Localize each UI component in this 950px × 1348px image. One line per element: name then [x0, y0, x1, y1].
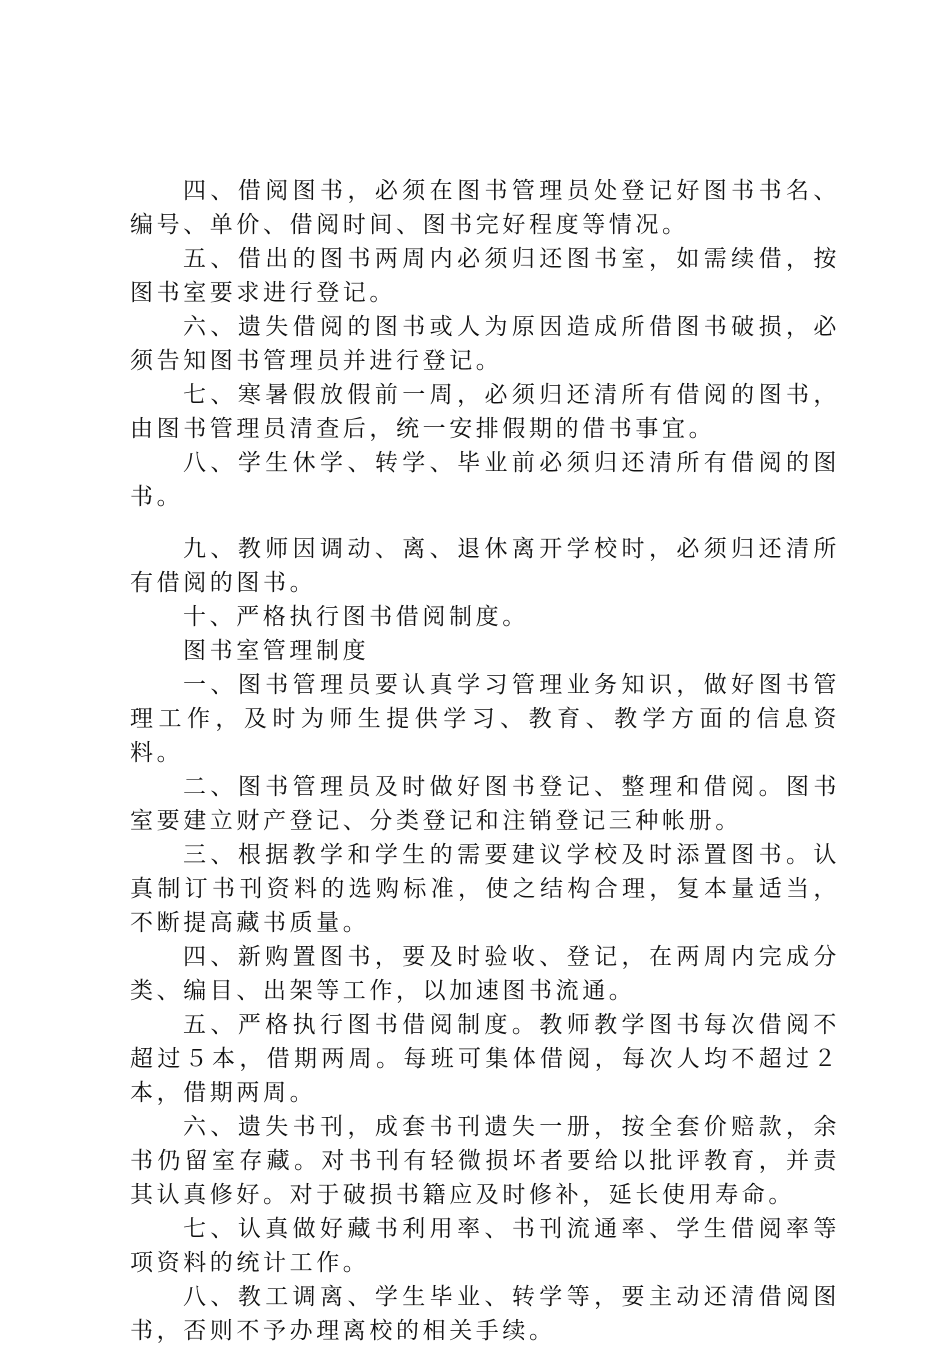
paragraph-librarian-study: 一、图书管理员要认真学习管理业务知识，做好图书管理工作，及时为师生提供学习、教育、教学方面的信息资料。	[130, 672, 840, 766]
paragraph-strict-borrowing: 十、严格执行图书借阅制度。	[183, 604, 529, 630]
paragraph-return-within-two-weeks: 五、借出的图书两周内必须归还图书室，如需续借，按图书室要求进行登记。	[130, 246, 840, 306]
paragraph-lost-books-compensation: 六、遗失书刊，成套书刊遗失一册，按全套价赔款，余书仍留室存藏。对书刊有轻微损坏者要给以批评教育，并责其认真修好。对于破损书籍应及时修补，延长使用寿命。	[130, 1114, 840, 1208]
paragraph-new-books-processing: 四、新购置图书，要及时验收、登记，在两周内完成分类、编目、出架等工作，以加速图书流通。	[130, 944, 840, 1004]
paragraph-purchase-suggestion: 三、根据教学和学生的需要建议学校及时添置图书。认真制订书刊资料的选购标准，使之结构合理，复本量适当，不断提高藏书质量。	[130, 842, 840, 936]
paragraph-teacher-leave-return: 九、教师因调动、离、退休离开学校时，必须归还清所有借阅的图书。	[130, 536, 840, 596]
paragraph-borrowing-limits: 五、严格执行图书借阅制度。教师教学图书每次借阅不超过５本，借期两周。每班可集体借阅，每次人均不超过２本，借期两周。	[130, 1012, 840, 1106]
document-page	[130, 174, 840, 1348]
paragraph-lost-or-damaged: 六、遗失借阅的图书或人为原因造成所借图书破损，必须告知图书管理员并进行登记。	[130, 314, 840, 374]
paragraph-holiday-return: 七、寒暑假放假前一周，必须归还清所有借阅的图书，由图书管理员清查后，统一安排假期的借书事宜。	[130, 382, 840, 442]
paragraph-registration-books: 二、图书管理员及时做好图书登记、整理和借阅。图书室要建立财产登记、分类登记和注销登记三种帐册。	[130, 774, 840, 834]
paragraph-leaving-procedures: 八、教工调离、学生毕业、转学等，要主动还清借阅图书，否则不予办理离校的相关手续。	[130, 1284, 840, 1344]
paragraph-student-leave-return: 八、学生休学、转学、毕业前必须归还清所有借阅的图书。	[130, 450, 840, 510]
paragraph-borrow-registration: 四、借阅图书，必须在图书管理员处登记好图书书名、编号、单价、借阅时间、图书完好程度等情况。	[130, 178, 840, 238]
paragraph-statistics-work: 七、认真做好藏书利用率、书刊流通率、学生借阅率等项资料的统计工作。	[130, 1216, 840, 1276]
section-heading-library-rules: 图书室管理制度	[183, 638, 370, 664]
